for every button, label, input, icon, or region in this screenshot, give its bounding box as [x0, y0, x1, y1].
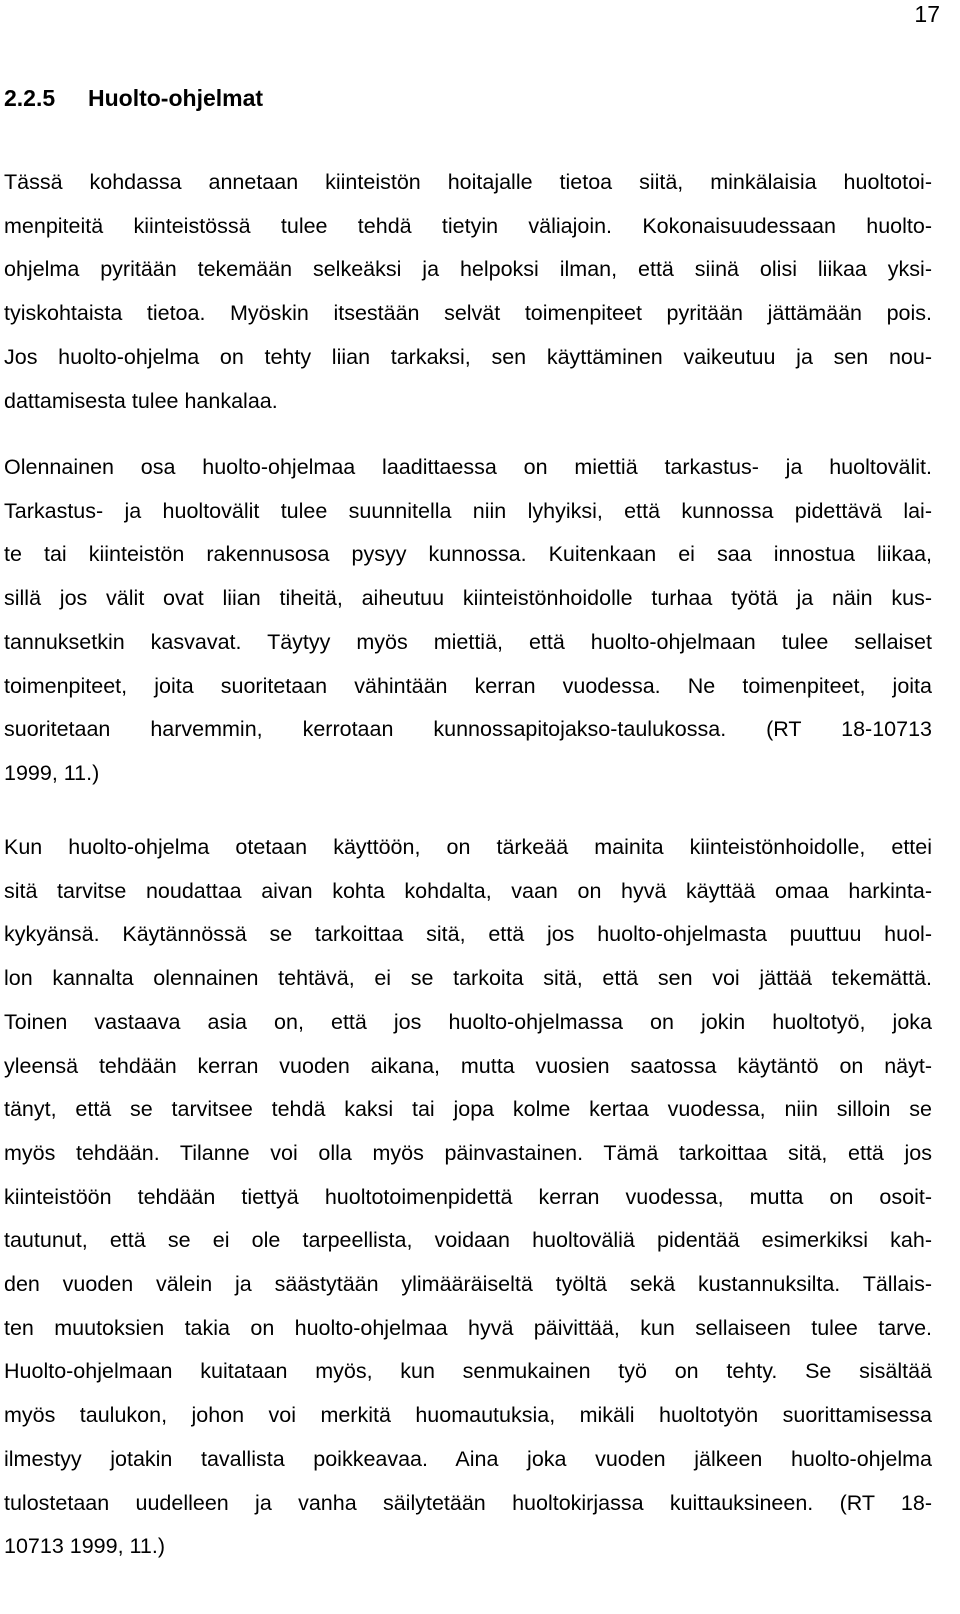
text-line: sitä tarvitse noudattaa aivan kohta kohdalta, vaan on hyvä käyttää omaa harkinta- — [4, 878, 932, 903]
text-line: 1999, 11.) — [4, 760, 100, 785]
text-line: ohjelma pyritään tekemään selkeäksi ja helpoksi ilman, että siinä olisi liikaa yksi- — [4, 257, 932, 282]
text-line: sillä jos välit ovat liian tiheitä, aiheutuu kiinteistönhoidolle turhaa työtä ja näin kus- — [4, 586, 932, 611]
section-heading — [4, 85, 263, 112]
text-line: 10713 1999, 11.) — [4, 1534, 165, 1559]
text-line: tulostetaan uudelleen ja vanha säilytetään huoltokirjassa kuittauksineen. (RT 18- — [4, 1490, 932, 1515]
page-number: 17 — [914, 1, 940, 27]
text-line: Tarkastus- ja huoltovälit tulee suunnitella niin lyhyiksi, että kunnossa pidettävä lai- — [4, 498, 932, 523]
text-line: Toinen vastaava asia on, että jos huolto-ohjelmassa on jokin huoltotyö, joka — [4, 1009, 932, 1034]
text-line: lon kannalta olennainen tehtävä, ei se tarkoita sitä, että sen voi jättää tekemättä. — [4, 966, 932, 991]
text-line: kykyänsä. Käytännössä se tarkoittaa sitä, että jos huolto-ohjelmasta puuttuu huol- — [4, 922, 932, 947]
text-line: te tai kiinteistön rakennusosa pysyy kunnossa. Kuitenkaan ei saa innostua liikaa, — [4, 542, 932, 567]
text-line: toimenpiteet, joita suoritetaan vähintään kerran vuodessa. Ne toimenpiteet, joita — [4, 673, 932, 698]
text-line: ten muutoksien takia on huolto-ohjelmaa hyvä päivittää, kun sellaiseen tulee tarve. — [4, 1315, 932, 1340]
text-line: menpiteitä kiinteistössä tulee tehdä tietyin väliajoin. Kokonaisuudessaan huolto- — [4, 213, 932, 238]
text-line: Tässä kohdassa annetaan kiinteistön hoitajalle tietoa siitä, minkälaisia huoltotoi- — [4, 170, 932, 194]
section-title: Huolto-ohjelmat — [88, 85, 264, 111]
text-line: tyiskohtaista tietoa. Myöskin itsestään selvät toimenpiteet pyritään jättämään pois. — [4, 301, 932, 326]
paragraph-2 — [4, 446, 932, 796]
text-line: myös taulukon, johon voi merkitä huomautuksia, mikäli huoltotyön suorittamisessa — [4, 1403, 932, 1428]
paragraph-1 — [4, 161, 932, 423]
text-line: tannuksetkin kasvavat. Täytyy myös miettiä, että huolto-ohjelmaan tulee sellaiset — [4, 629, 932, 654]
text-line: Huolto-ohjelmaan kuitataan myös, kun senmukainen työ on tehty. Se sisältää — [4, 1359, 932, 1384]
text-line: tänyt, että se tarvitsee tehdä kaksi tai jopa kolme kertaa vuodessa, niin silloin se — [4, 1097, 932, 1122]
text-line: tautunut, että se ei ole tarpeellista, voidaan huoltoväliä pidentää esimerkiksi kah- — [4, 1228, 932, 1253]
section-number: 2.2.5 — [4, 85, 56, 111]
text-line: suoritetaan harvemmin, kerrotaan kunnossapitojakso-taulukossa. (RT 18-10713 — [4, 717, 932, 742]
text-line: myös tehdään. Tilanne voi olla myös päinvastainen. Tämä tarkoittaa sitä, että jos — [4, 1140, 932, 1165]
text-line: dattamisesta tulee hankalaa. — [4, 388, 278, 413]
text-line: den vuoden välein ja säästytään ylimääräiseltä työltä sekä kustannuksilta. Tällais- — [4, 1272, 932, 1297]
paragraph-3 — [4, 826, 932, 1569]
text-line: yleensä tehdään kerran vuoden aikana, mutta vuosien saatossa käytäntö on näyt- — [4, 1053, 932, 1078]
text-line: Olennainen osa huolto-ohjelmaa laadittaessa on miettiä tarkastus- ja huoltovälit. — [4, 455, 932, 479]
text-line: Kun huolto-ohjelma otetaan käyttöön, on tärkeää mainita kiinteistönhoidolle, ettei — [4, 835, 932, 859]
text-line: kiinteistöön tehdään tiettyä huoltotoimenpidettä kerran vuodessa, mutta on osoit- — [4, 1184, 932, 1209]
text-line: Jos huolto-ohjelma on tehty liian tarkaksi, sen käyttäminen vaikeutuu ja sen nou- — [4, 344, 932, 369]
text-line: ilmestyy jotakin tavallista poikkeavaa. Aina joka vuoden jälkeen huolto-ohjelma — [4, 1446, 932, 1471]
